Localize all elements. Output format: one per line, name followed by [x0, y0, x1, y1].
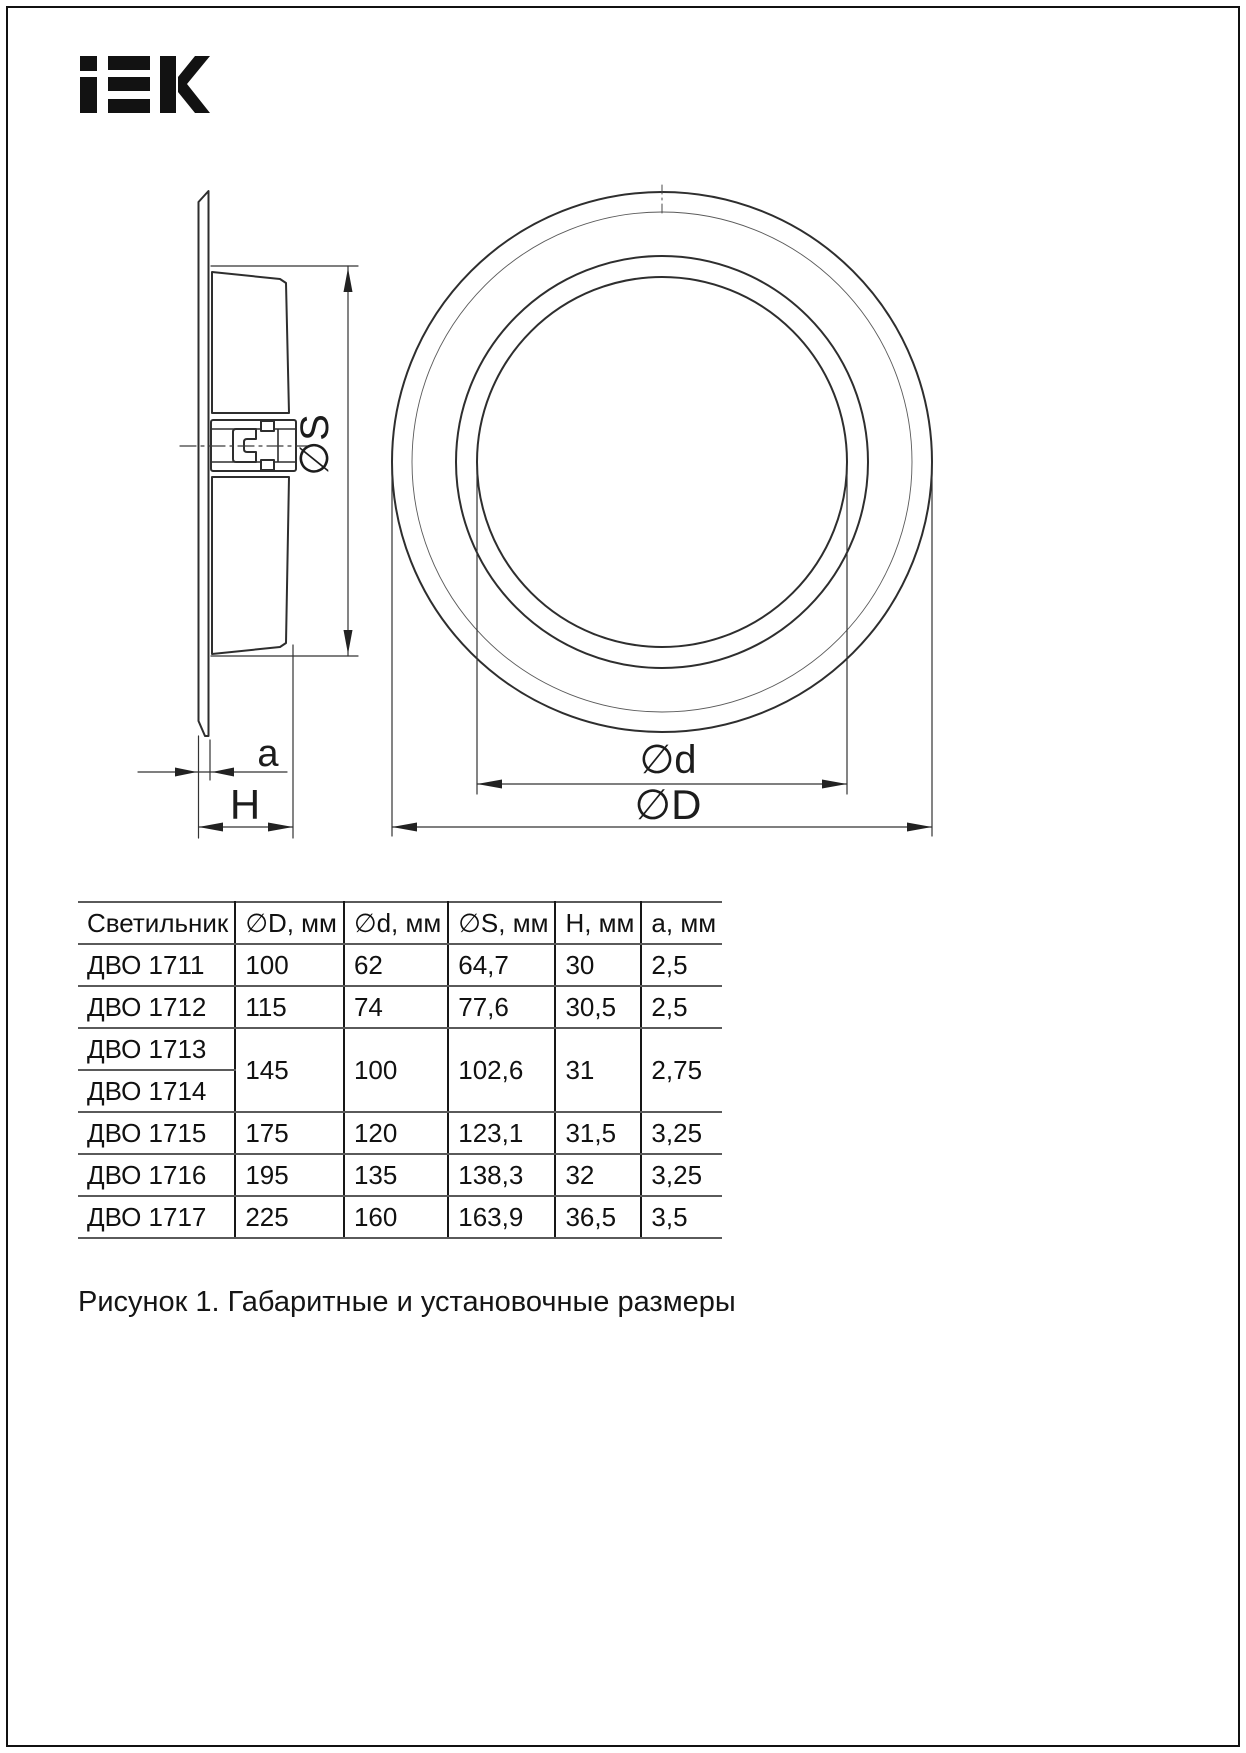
cell-model: ДВО 1714: [78, 1070, 235, 1112]
arrow-d-left: [477, 780, 502, 789]
arrow-a-right: [212, 768, 234, 777]
cell-H: 36,5: [555, 1196, 641, 1238]
cell-d: 135: [344, 1154, 448, 1196]
front-view-diffuser-rim-circle: [456, 256, 868, 668]
header-diameter-S: ∅S, мм: [448, 902, 555, 944]
cell-d: 74: [344, 986, 448, 1028]
cell-D: 195: [235, 1154, 344, 1196]
cell-a: 3,25: [641, 1112, 722, 1154]
arrow-S-up: [344, 268, 353, 292]
cell-model: ДВО 1713: [78, 1028, 235, 1070]
side-view-body-lower: [212, 477, 289, 654]
cell-a: 3,5: [641, 1196, 722, 1238]
header-model: Светильник: [78, 902, 235, 944]
header-a: a, мм: [641, 902, 722, 944]
clip-notch-bottom: [261, 460, 274, 470]
cell-H: 30: [555, 944, 641, 986]
cell-S: 64,7: [448, 944, 555, 986]
dim-label-a: a: [257, 733, 279, 775]
dim-label-D: ∅D: [634, 781, 702, 828]
arrow-H-right: [268, 823, 293, 832]
cell-H-merged: 31: [555, 1028, 641, 1112]
side-view-flange: [199, 191, 209, 736]
cell-D: 115: [235, 986, 344, 1028]
cell-a-merged: 2,75: [641, 1028, 722, 1112]
side-view-body-upper: [212, 272, 289, 413]
header-diameter-D: ∅D, мм: [235, 902, 344, 944]
cell-a: 2,5: [641, 986, 722, 1028]
table-row: [78, 944, 722, 986]
front-view: [392, 185, 932, 732]
dim-label-H: H: [229, 781, 261, 828]
arrow-a-left: [175, 768, 197, 777]
cell-S: 123,1: [448, 1112, 555, 1154]
cell-model: ДВО 1717: [78, 1196, 235, 1238]
header-diameter-d: ∅d, мм: [344, 902, 448, 944]
arrow-d-right: [822, 780, 847, 789]
table-row: [78, 1112, 722, 1154]
cell-a: 3,25: [641, 1154, 722, 1196]
cell-D: 100: [235, 944, 344, 986]
front-view-aperture-circle: [477, 277, 847, 647]
cell-S: 77,6: [448, 986, 555, 1028]
header-H: H, мм: [555, 902, 641, 944]
cell-D-merged: 145: [235, 1028, 344, 1112]
cell-d: 160: [344, 1196, 448, 1238]
dimensions-table: [78, 901, 722, 1239]
table-header-row: [78, 902, 722, 944]
cell-H: 31,5: [555, 1112, 641, 1154]
cell-model: ДВО 1712: [78, 986, 235, 1028]
arrow-S-down: [344, 630, 353, 654]
cell-S-merged: 102,6: [448, 1028, 555, 1112]
dim-label-d: ∅d: [639, 738, 697, 782]
front-view-flange-inner-circle: [412, 212, 912, 712]
cell-S: 138,3: [448, 1154, 555, 1196]
front-view-outer-circle: [392, 192, 932, 732]
cell-d: 62: [344, 944, 448, 986]
arrow-D-left: [392, 823, 417, 832]
arrow-H-left: [199, 823, 224, 832]
cell-model: ДВО 1715: [78, 1112, 235, 1154]
table-row: [78, 1028, 722, 1070]
dim-label-S: ∅S: [293, 414, 337, 476]
cell-S: 163,9: [448, 1196, 555, 1238]
dimension-labels: [230, 414, 702, 828]
table-row: [78, 986, 722, 1028]
clip-notch-top: [261, 421, 274, 431]
cell-a: 2,5: [641, 944, 722, 986]
cell-H: 32: [555, 1154, 641, 1196]
figure-caption: Рисунок 1. Габаритные и установочные размеры: [78, 1286, 736, 1318]
table-row: [78, 1154, 722, 1196]
cell-d-merged: 100: [344, 1028, 448, 1112]
cell-H: 30,5: [555, 986, 641, 1028]
cell-D: 175: [235, 1112, 344, 1154]
arrow-D-right: [907, 823, 932, 832]
cell-D: 225: [235, 1196, 344, 1238]
cell-d: 120: [344, 1112, 448, 1154]
cell-model: ДВО 1716: [78, 1154, 235, 1196]
table-row: [78, 1196, 722, 1238]
cell-model: ДВО 1711: [78, 944, 235, 986]
